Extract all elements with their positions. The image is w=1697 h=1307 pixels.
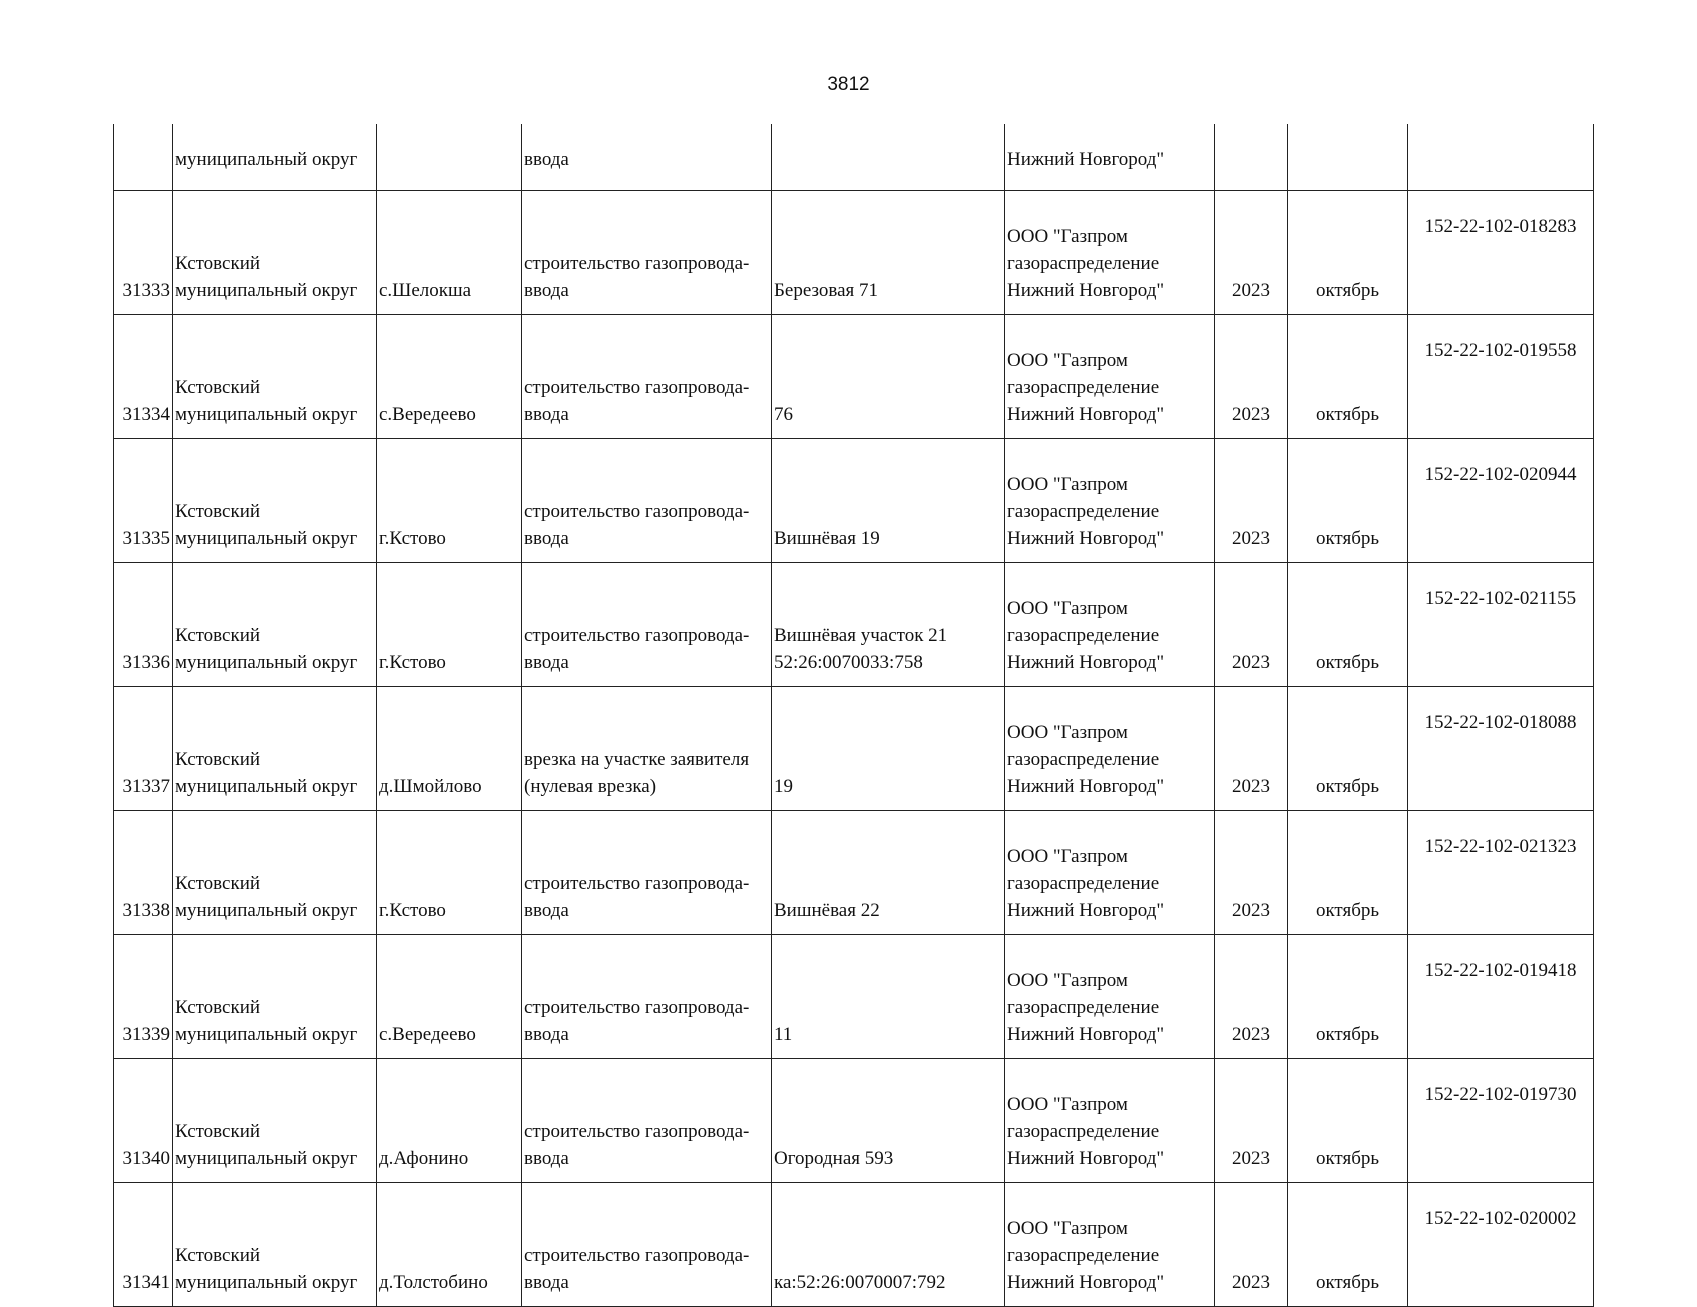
cell-line: Кстовский: [175, 625, 261, 646]
cell-code: 152-22-102-019418: [1408, 935, 1594, 1059]
cell-line: строительство газопровода-: [524, 377, 750, 398]
cell-organization: [1005, 811, 1215, 935]
cell-line: [774, 746, 1002, 773]
cell-line: [774, 870, 1002, 897]
cell-line: ООО "Газпром: [1007, 722, 1128, 743]
cell-work-type: [522, 1059, 772, 1183]
cell-num: 31333: [114, 191, 173, 315]
cell-line: газораспределение: [1007, 749, 1160, 770]
cell-line: [774, 498, 1002, 525]
cell-address: [772, 811, 1005, 935]
cell-line: Вишнёвая 19: [774, 528, 880, 549]
cell-address: [772, 687, 1005, 811]
cell-line: ООО "Газпром: [1007, 1094, 1128, 1115]
cell-code: 152-22-102-019730: [1408, 1059, 1594, 1183]
gasification-table: [113, 124, 1594, 1307]
cell-line: 52:26:0070033:758: [774, 652, 923, 673]
cell-line: Нижний Новгород": [1007, 900, 1165, 921]
cell-line: ООО "Газпром: [1007, 474, 1128, 495]
cell-code: 152-22-102-018283: [1408, 191, 1594, 315]
cell-line: муниципальный округ: [175, 900, 358, 921]
cell-line: Кстовский: [175, 1121, 261, 1142]
cell-locality: г.Кстово: [377, 811, 522, 935]
cell-num: [114, 124, 173, 191]
cell-line: ООО "Газпром: [1007, 350, 1128, 371]
table-row: [114, 439, 1594, 563]
cell-locality: г.Кстово: [377, 439, 522, 563]
cell-num: 31341: [114, 1183, 173, 1307]
cell-year: 2023: [1215, 315, 1288, 439]
cell-locality: [377, 124, 522, 191]
cell-municipality: [173, 439, 377, 563]
cell-line: муниципальный округ: [175, 528, 358, 549]
cell-line: муниципальный округ: [175, 1024, 358, 1045]
cell-line: муниципальный округ: [175, 652, 358, 673]
cell-line: [774, 374, 1002, 401]
table-row: [114, 1059, 1594, 1183]
cell-line: муниципальный округ: [175, 404, 358, 425]
cell-num: 31334: [114, 315, 173, 439]
cell-address: [772, 315, 1005, 439]
cell-work-type: [522, 687, 772, 811]
cell-code: 152-22-102-020002: [1408, 1183, 1594, 1307]
cell-line: Нижний Новгород": [1007, 652, 1165, 673]
cell-line: Нижний Новгород": [1007, 776, 1165, 797]
cell-month: октябрь: [1288, 315, 1408, 439]
cell-line: (нулевая врезка): [524, 776, 657, 797]
continuation-row: [114, 124, 1594, 191]
cell-address: [772, 124, 1005, 191]
cell-line: газораспределение: [1007, 377, 1160, 398]
cell-line: [774, 994, 1002, 1021]
cell-line: ООО "Газпром: [1007, 1218, 1128, 1239]
cell-line: строительство газопровода-: [524, 625, 750, 646]
cell-work-type: ввода: [522, 124, 772, 191]
cell-line: Кстовский: [175, 253, 261, 274]
cell-line: Нижний Новгород": [1007, 280, 1165, 301]
cell-line: Вишнёвая 22: [774, 900, 880, 921]
cell-line: ООО "Газпром: [1007, 970, 1128, 991]
cell-locality: д.Шмойлово: [377, 687, 522, 811]
cell-line: строительство газопровода-: [524, 873, 750, 894]
cell-line: Кстовский: [175, 377, 261, 398]
cell-line: строительство газопровода-: [524, 253, 750, 274]
cell-line: газораспределение: [1007, 253, 1160, 274]
cell-line: строительство газопровода-: [524, 501, 750, 522]
cell-month: октябрь: [1288, 563, 1408, 687]
cell-address: [772, 1183, 1005, 1307]
cell-code: 152-22-102-019558: [1408, 315, 1594, 439]
cell-municipality: [173, 315, 377, 439]
cell-line: строительство газопровода-: [524, 1245, 750, 1266]
cell-line: строительство газопровода-: [524, 997, 750, 1018]
cell-line: Кстовский: [175, 1245, 261, 1266]
cell-year: 2023: [1215, 687, 1288, 811]
cell-line: Кстовский: [175, 749, 261, 770]
table-row: [114, 315, 1594, 439]
cell-line: муниципальный округ: [175, 776, 358, 797]
cell-num: 31339: [114, 935, 173, 1059]
cell-organization: [1005, 1183, 1215, 1307]
cell-line: [774, 1118, 1002, 1145]
cell-municipality: [173, 191, 377, 315]
cell-line: муниципальный округ: [175, 1272, 358, 1293]
cell-code: 152-22-102-021155: [1408, 563, 1594, 687]
cell-num: 31335: [114, 439, 173, 563]
cell-line: ввода: [524, 280, 569, 301]
cell-month: октябрь: [1288, 935, 1408, 1059]
cell-line: ООО "Газпром: [1007, 226, 1128, 247]
cell-locality: с.Вередеево: [377, 315, 522, 439]
cell-municipality: [173, 811, 377, 935]
cell-address: [772, 1059, 1005, 1183]
cell-line: газораспределение: [1007, 873, 1160, 894]
cell-municipality: [173, 935, 377, 1059]
cell-line: ввода: [524, 1272, 569, 1293]
cell-line: Кстовский: [175, 501, 261, 522]
cell-line: Нижний Новгород": [1007, 528, 1165, 549]
cell-locality: д.Афонино: [377, 1059, 522, 1183]
cell-year: [1215, 124, 1288, 191]
cell-work-type: [522, 1183, 772, 1307]
cell-work-type: [522, 191, 772, 315]
cell-line: газораспределение: [1007, 625, 1160, 646]
table-row: [114, 1183, 1594, 1307]
table-body: [114, 124, 1594, 1307]
cell-work-type: [522, 439, 772, 563]
cell-municipality: [173, 1059, 377, 1183]
cell-line: ка:52:26:0070007:792: [774, 1272, 946, 1293]
cell-month: октябрь: [1288, 191, 1408, 315]
cell-line: ввода: [524, 1148, 569, 1169]
cell-line: Вишнёвая участок 21: [774, 625, 948, 646]
cell-organization: [1005, 1059, 1215, 1183]
cell-line: муниципальный округ: [175, 1148, 358, 1169]
cell-month: октябрь: [1288, 811, 1408, 935]
cell-line: муниципальный округ: [175, 280, 358, 301]
cell-year: 2023: [1215, 1059, 1288, 1183]
cell-work-type: [522, 811, 772, 935]
cell-organization: [1005, 439, 1215, 563]
table-row: [114, 935, 1594, 1059]
cell-organization: [1005, 563, 1215, 687]
cell-num: 31338: [114, 811, 173, 935]
cell-line: врезка на участке заявителя: [524, 749, 750, 770]
cell-year: 2023: [1215, 811, 1288, 935]
cell-line: Нижний Новгород": [1007, 1148, 1165, 1169]
cell-code: 152-22-102-018088: [1408, 687, 1594, 811]
cell-organization: [1005, 687, 1215, 811]
cell-line: ввода: [524, 528, 569, 549]
cell-work-type: [522, 315, 772, 439]
cell-line: строительство газопровода-: [524, 1121, 750, 1142]
cell-line: ООО "Газпром: [1007, 598, 1128, 619]
table-row: [114, 563, 1594, 687]
cell-locality: д.Толстобино: [377, 1183, 522, 1307]
cell-organization: [1005, 315, 1215, 439]
cell-organization: [1005, 191, 1215, 315]
cell-locality: с.Вередеево: [377, 935, 522, 1059]
cell-year: 2023: [1215, 439, 1288, 563]
cell-line: ввода: [524, 1024, 569, 1045]
cell-num: 31337: [114, 687, 173, 811]
cell-line: 11: [774, 1024, 793, 1045]
cell-month: октябрь: [1288, 439, 1408, 563]
table-row: [114, 687, 1594, 811]
cell-line: 19: [774, 776, 793, 797]
table-row: [114, 191, 1594, 315]
cell-work-type: [522, 563, 772, 687]
page-number: 3812: [827, 74, 870, 95]
cell-num: 31336: [114, 563, 173, 687]
cell-municipality: [173, 563, 377, 687]
cell-line: ввода: [524, 652, 569, 673]
cell-code: [1408, 124, 1594, 191]
cell-address: [772, 191, 1005, 315]
cell-month: октябрь: [1288, 1183, 1408, 1307]
cell-line: 76: [774, 404, 793, 425]
table-row: [114, 811, 1594, 935]
cell-year: 2023: [1215, 191, 1288, 315]
cell-locality: г.Кстово: [377, 563, 522, 687]
cell-line: ввода: [524, 900, 569, 921]
cell-line: Березовая 71: [774, 280, 879, 301]
cell-month: октябрь: [1288, 687, 1408, 811]
cell-year: 2023: [1215, 935, 1288, 1059]
cell-line: газораспределение: [1007, 501, 1160, 522]
cell-address: [772, 935, 1005, 1059]
cell-month: [1288, 124, 1408, 191]
cell-organization: [1005, 935, 1215, 1059]
cell-year: 2023: [1215, 563, 1288, 687]
cell-line: [774, 250, 1002, 277]
cell-code: 152-22-102-021323: [1408, 811, 1594, 935]
cell-line: Кстовский: [175, 873, 261, 894]
cell-month: октябрь: [1288, 1059, 1408, 1183]
cell-line: газораспределение: [1007, 997, 1160, 1018]
cell-locality: с.Шелокша: [377, 191, 522, 315]
cell-line: газораспределение: [1007, 1121, 1160, 1142]
cell-line: Нижний Новгород": [1007, 404, 1165, 425]
cell-organization: Нижний Новгород": [1005, 124, 1215, 191]
cell-line: Огородная 593: [774, 1148, 894, 1169]
cell-work-type: [522, 935, 772, 1059]
cell-line: ввода: [524, 404, 569, 425]
cell-address: [772, 563, 1005, 687]
cell-line: Кстовский: [175, 997, 261, 1018]
cell-line: [774, 1242, 1002, 1269]
cell-municipality: муниципальный округ: [173, 124, 377, 191]
cell-year: 2023: [1215, 1183, 1288, 1307]
cell-line: Нижний Новгород": [1007, 1024, 1165, 1045]
cell-line: газораспределение: [1007, 1245, 1160, 1266]
cell-municipality: [173, 1183, 377, 1307]
cell-line: ООО "Газпром: [1007, 846, 1128, 867]
cell-line: Нижний Новгород": [1007, 1272, 1165, 1293]
cell-address: [772, 439, 1005, 563]
cell-municipality: [173, 687, 377, 811]
cell-num: 31340: [114, 1059, 173, 1183]
cell-code: 152-22-102-020944: [1408, 439, 1594, 563]
